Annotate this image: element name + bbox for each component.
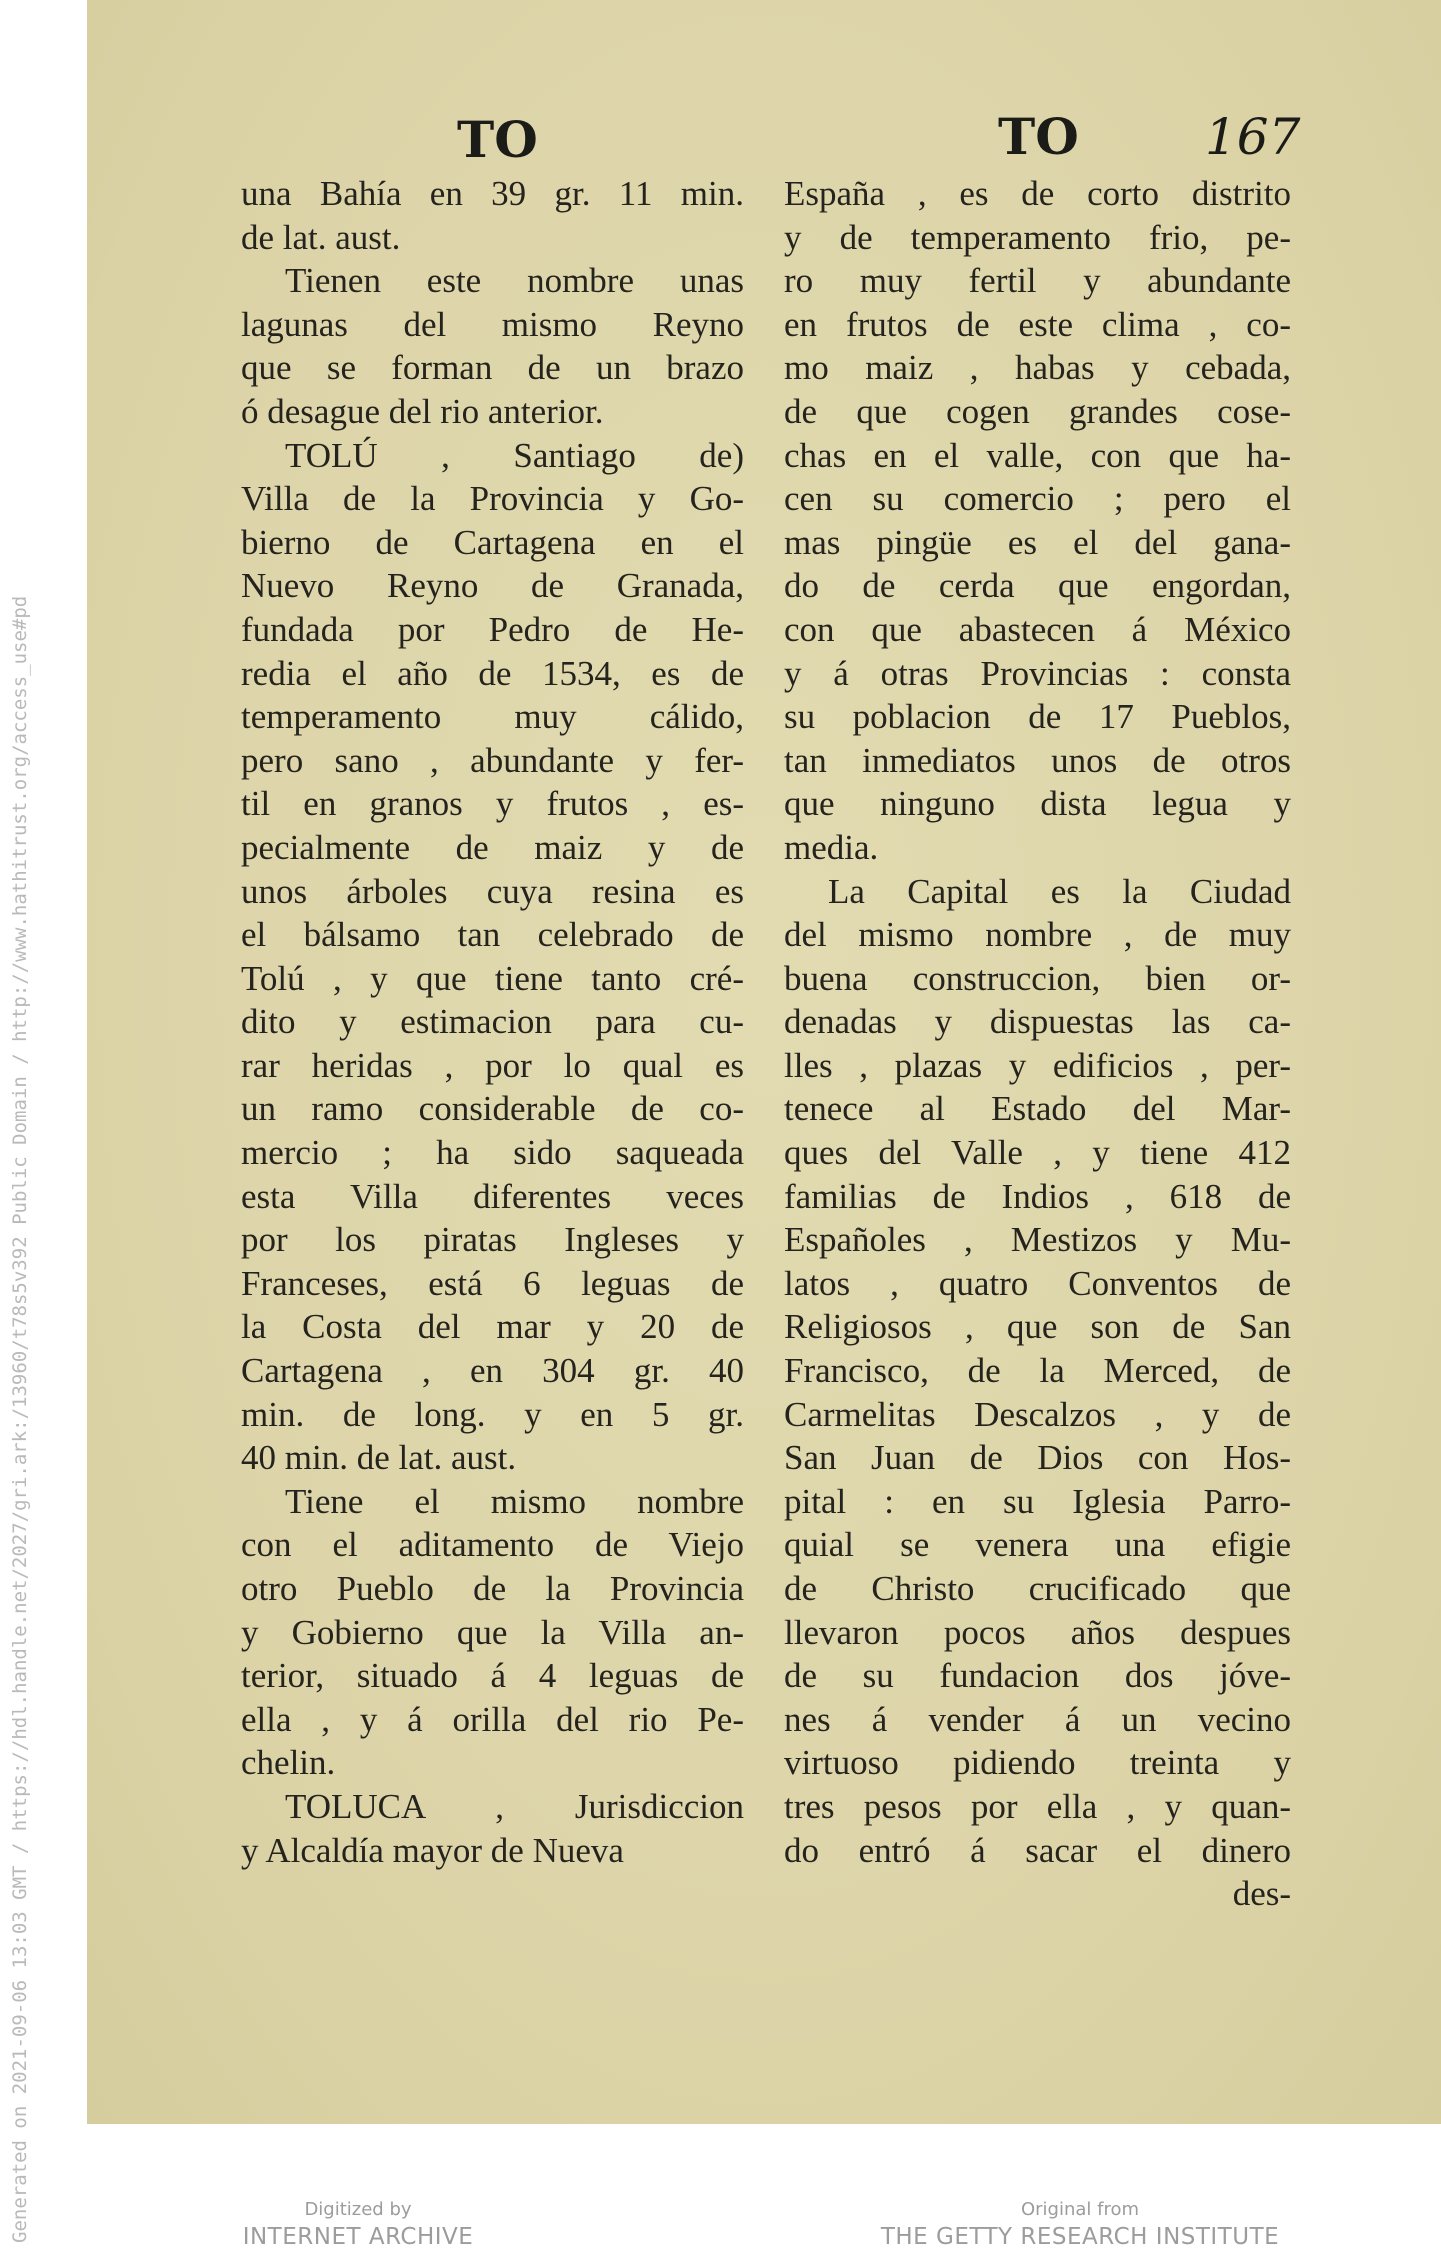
text-line: ella , y á orilla del rio Pe- bbox=[241, 1699, 744, 1739]
text-line: Villa de la Provincia y Go- bbox=[241, 479, 744, 519]
text-line: redia el año de 1534, es de bbox=[241, 653, 744, 693]
text-line: TOLUCA , Jurisdiccion bbox=[285, 1786, 744, 1826]
text-line: chas en el valle, con que ha- bbox=[784, 435, 1291, 475]
text-line: Españoles , Mestizos y Mu- bbox=[784, 1220, 1291, 1260]
text-line: bierno de Cartagena en el bbox=[241, 522, 744, 562]
original-holder-name: THE GETTY RESEARCH INSTITUTE bbox=[880, 2224, 1280, 2250]
text-line: tenece al Estado del Mar- bbox=[784, 1089, 1291, 1129]
text-line: de su fundacion dos jóve- bbox=[784, 1656, 1291, 1696]
text-line: rar heridas , por lo qual es bbox=[241, 1045, 744, 1085]
text-line: y de temperamento frio, pe- bbox=[784, 217, 1291, 257]
text-line: ó desague del rio anterior. bbox=[241, 391, 604, 431]
text-line: otro Pueblo de la Provincia bbox=[241, 1569, 744, 1608]
text-line: latos , quatro Conventos de bbox=[784, 1263, 1291, 1303]
text-line: su poblacion de 17 Pueblos, bbox=[784, 697, 1291, 737]
text-line: ques del Valle , y tiene 412 bbox=[784, 1133, 1291, 1173]
text-line: min. de long. y en 5 gr. bbox=[241, 1394, 744, 1434]
text-line: unos árboles cuya resina es bbox=[241, 871, 744, 911]
text-line: chelin. bbox=[241, 1743, 336, 1783]
text-line: un ramo considerable de co- bbox=[241, 1089, 744, 1129]
text-line: y Gobierno que la Villa an- bbox=[241, 1612, 744, 1652]
text-line: temperamento muy cálido, bbox=[241, 697, 744, 737]
text-line: llevaron pocos años despues bbox=[784, 1612, 1291, 1652]
text-line: pero sano , abundante y fer- bbox=[241, 740, 744, 780]
digitized-by-credit bbox=[218, 2198, 498, 2252]
text-line: des- bbox=[1232, 1874, 1291, 1914]
text-line: til en granos y frutos , es- bbox=[241, 784, 744, 824]
text-line: virtuoso pidiendo treinta y bbox=[784, 1743, 1291, 1783]
text-line: Tiene el mismo nombre bbox=[285, 1481, 744, 1521]
text-line: de lat. aust. bbox=[241, 217, 401, 257]
text-line: esta Villa diferentes veces bbox=[241, 1176, 744, 1216]
text-line: pecialmente de maiz y de bbox=[241, 827, 744, 867]
text-line: Nuevo Reyno de Granada, bbox=[241, 566, 744, 606]
right-text-column bbox=[784, 172, 1291, 1916]
text-line: que ninguno dista legua y bbox=[784, 784, 1291, 824]
text-line: en frutos de este clima , co- bbox=[784, 304, 1291, 344]
text-line: San Juan de Dios con Hos- bbox=[784, 1438, 1291, 1478]
text-line: terior, situado á 4 leguas de bbox=[241, 1656, 744, 1696]
text-line: ro muy fertil y abundante bbox=[784, 261, 1291, 301]
text-line: Franceses, está 6 leguas de bbox=[241, 1263, 744, 1303]
original-from-label: Original from bbox=[1020, 2199, 1140, 2220]
text-line: de Christo crucificado que bbox=[784, 1569, 1291, 1608]
text-line: el bálsamo tan celebrado de bbox=[241, 915, 744, 955]
text-line: media. bbox=[784, 827, 879, 867]
text-line: 40 min. de lat. aust. bbox=[241, 1438, 517, 1478]
text-line: y á otras Provincias : consta bbox=[784, 653, 1291, 693]
access-stamp bbox=[0, 595, 68, 2243]
text-line: con que abastecen á México bbox=[784, 609, 1291, 649]
text-line: buena construccion, bien or- bbox=[784, 958, 1291, 998]
original-from-credit bbox=[870, 2198, 1290, 2252]
text-line: nes á vender á un vecino bbox=[784, 1699, 1291, 1739]
text-line: cen su comercio ; pero el bbox=[784, 479, 1291, 519]
text-line: la Costa del mar y 20 de bbox=[241, 1307, 744, 1347]
text-line: do de cerda que engordan, bbox=[784, 566, 1291, 606]
page-number: 167 bbox=[1205, 108, 1301, 166]
text-line: Cartagena , en 304 gr. 40 bbox=[241, 1351, 744, 1391]
text-line: lagunas del mismo Reyno bbox=[241, 304, 744, 344]
left-text-column bbox=[241, 172, 744, 1872]
text-line: tan inmediatos unos de otros bbox=[784, 740, 1291, 780]
text-line: dito y estimacion para cu- bbox=[241, 1002, 744, 1042]
digitizer-name: INTERNET ARCHIVE bbox=[242, 2224, 474, 2250]
text-line: España , es de corto distrito bbox=[784, 174, 1291, 213]
text-line: mercio ; ha sido saqueada bbox=[241, 1133, 744, 1173]
text-line: quial se venera una efigie bbox=[784, 1525, 1291, 1565]
text-line: Francisco, de la Merced, de bbox=[784, 1351, 1291, 1391]
text-line: con el aditamento de Viejo bbox=[241, 1525, 744, 1565]
text-line: mas pingüe es el del gana- bbox=[784, 522, 1291, 562]
text-line: lles , plazas y edificios , per- bbox=[784, 1045, 1291, 1085]
text-line: y Alcaldía mayor de Nueva bbox=[241, 1830, 624, 1870]
access-stamp-text: Generated on 2021-09-06 13:03 GMT / https://hdl.handle.net/2027/gri.ark:/13960/t78s5v392 Public Domain / http://www.hathitrust.org/access_use#pd bbox=[9, 595, 31, 2243]
text-line: Religiosos , que son de San bbox=[784, 1307, 1291, 1347]
text-line: de que cogen grandes cose- bbox=[784, 391, 1291, 431]
text-line: pital : en su Iglesia Parro- bbox=[784, 1481, 1291, 1521]
text-line: que se forman de un brazo bbox=[241, 348, 744, 388]
text-line: Tolú , y que tiene tanto cré- bbox=[241, 958, 744, 998]
left-running-head: TO bbox=[457, 110, 538, 169]
text-line: una Bahía en 39 gr. 11 min. bbox=[241, 174, 744, 213]
text-line: denadas y dispuestas las ca- bbox=[784, 1002, 1291, 1042]
right-running-head: TO bbox=[998, 107, 1079, 166]
text-line: Tienen este nombre unas bbox=[285, 261, 744, 301]
text-line: mo maiz , habas y cebada, bbox=[784, 348, 1291, 388]
text-line: fundada por Pedro de He- bbox=[241, 609, 744, 649]
text-line: La Capital es la Ciudad bbox=[828, 871, 1291, 911]
text-line: Carmelitas Descalzos , y de bbox=[784, 1394, 1291, 1434]
text-line: por los piratas Ingleses y bbox=[241, 1220, 744, 1260]
text-line: del mismo nombre , de muy bbox=[784, 915, 1291, 955]
digitized-by-label: Digitized by bbox=[304, 2199, 412, 2220]
text-line: tres pesos por ella , y quan- bbox=[784, 1786, 1291, 1826]
text-line: familias de Indios , 618 de bbox=[784, 1176, 1291, 1216]
text-line: TOLÚ , Santiago de) bbox=[285, 435, 744, 475]
text-line: do entró á sacar el dinero bbox=[784, 1830, 1291, 1870]
